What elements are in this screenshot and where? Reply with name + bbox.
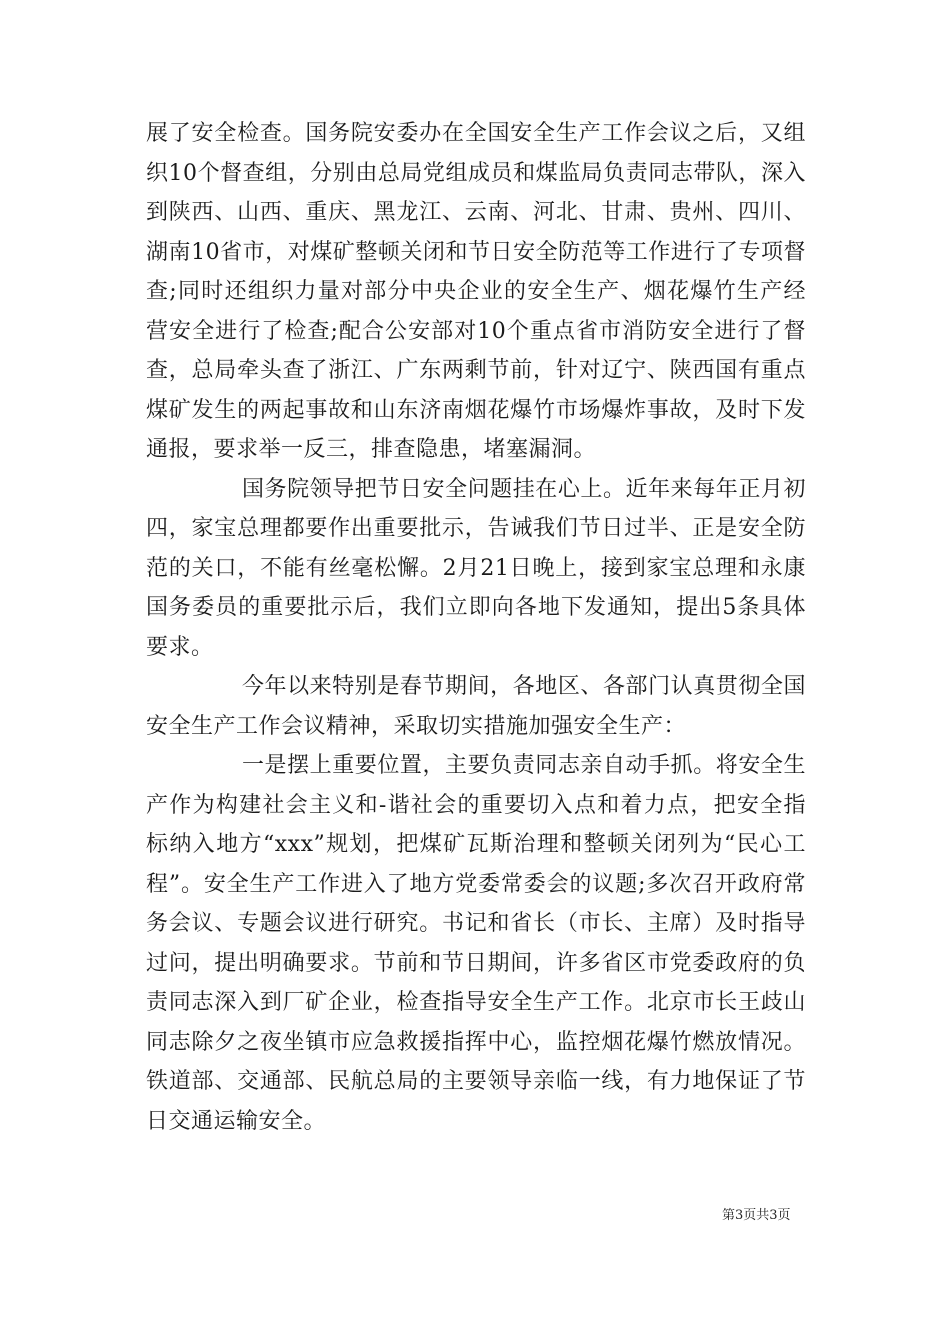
paragraph-3: 今年以来特别是春节期间，各地区、各部门认真贯彻全国安全生产工作会议精神，采取切实措施加强安全生产：	[146, 674, 806, 739]
paragraph-4: 一是摆上重要位置，主要负责同志亲自动手抓。将安全生产作为构建社会主义和-谐社会的重要切入点和着力点，把安全指标纳入地方“xxx”规划，把煤矿瓦斯治理和整顿关闭列为“民心工程”。安全生产工作进入了地方党委常委会的议题;多次召开政府常务会议、专题会议进行研究。书记和省长（市长、主席）及时指导过问，提出明确要求。节前和节日期间，许多省区市党委政府的负责同志深入到厂矿企业，检查指导安全生产工作。北京市长王歧山同志除夕之夜坐镇市应急救援指挥中心，监控烟花爆竹燃放情况。铁道部、交通部、民航总局的主要领导亲临一线，有力地保证了节日交通运输安全。	[146, 753, 806, 1134]
paragraph-2: 国务院领导把节日安全问题挂在心上。近年来每年正月初四，家宝总理都要作出重要批示，告诫我们节日过半、正是安全防范的关口，不能有丝毫松懈。2月21日晚上，接到家宝总理和永康国务委员的重要批示后，我们立即向各地下发通知，提出5条具体要求。	[146, 476, 806, 660]
page-number-footer: 第3页共3页	[722, 1208, 791, 1223]
body-text	[146, 114, 806, 1141]
paragraph-1: 展了安全检查。国务院安委办在全国安全生产工作会议之后，又组织10个督查组，分别由总局党组成员和煤监局负责同志带队，深入到陕西、山西、重庆、黑龙江、云南、河北、甘肃、贵州、四川、湖南10省市，对煤矿整顿关闭和节日安全防范等工作进行了专项督查;同时还组织力量对部分中央企业的安全生产、烟花爆竹生产经营安全进行了检查;配合公安部对10个重点省市消防安全进行了督查，总局牵头查了浙江、广东两剩节前，针对辽宁、陕西国有重点煤矿发生的两起事故和山东济南烟花爆竹市场爆炸事故，及时下发通报，要求举一反三，排查隐患，堵塞漏洞。	[146, 121, 806, 462]
